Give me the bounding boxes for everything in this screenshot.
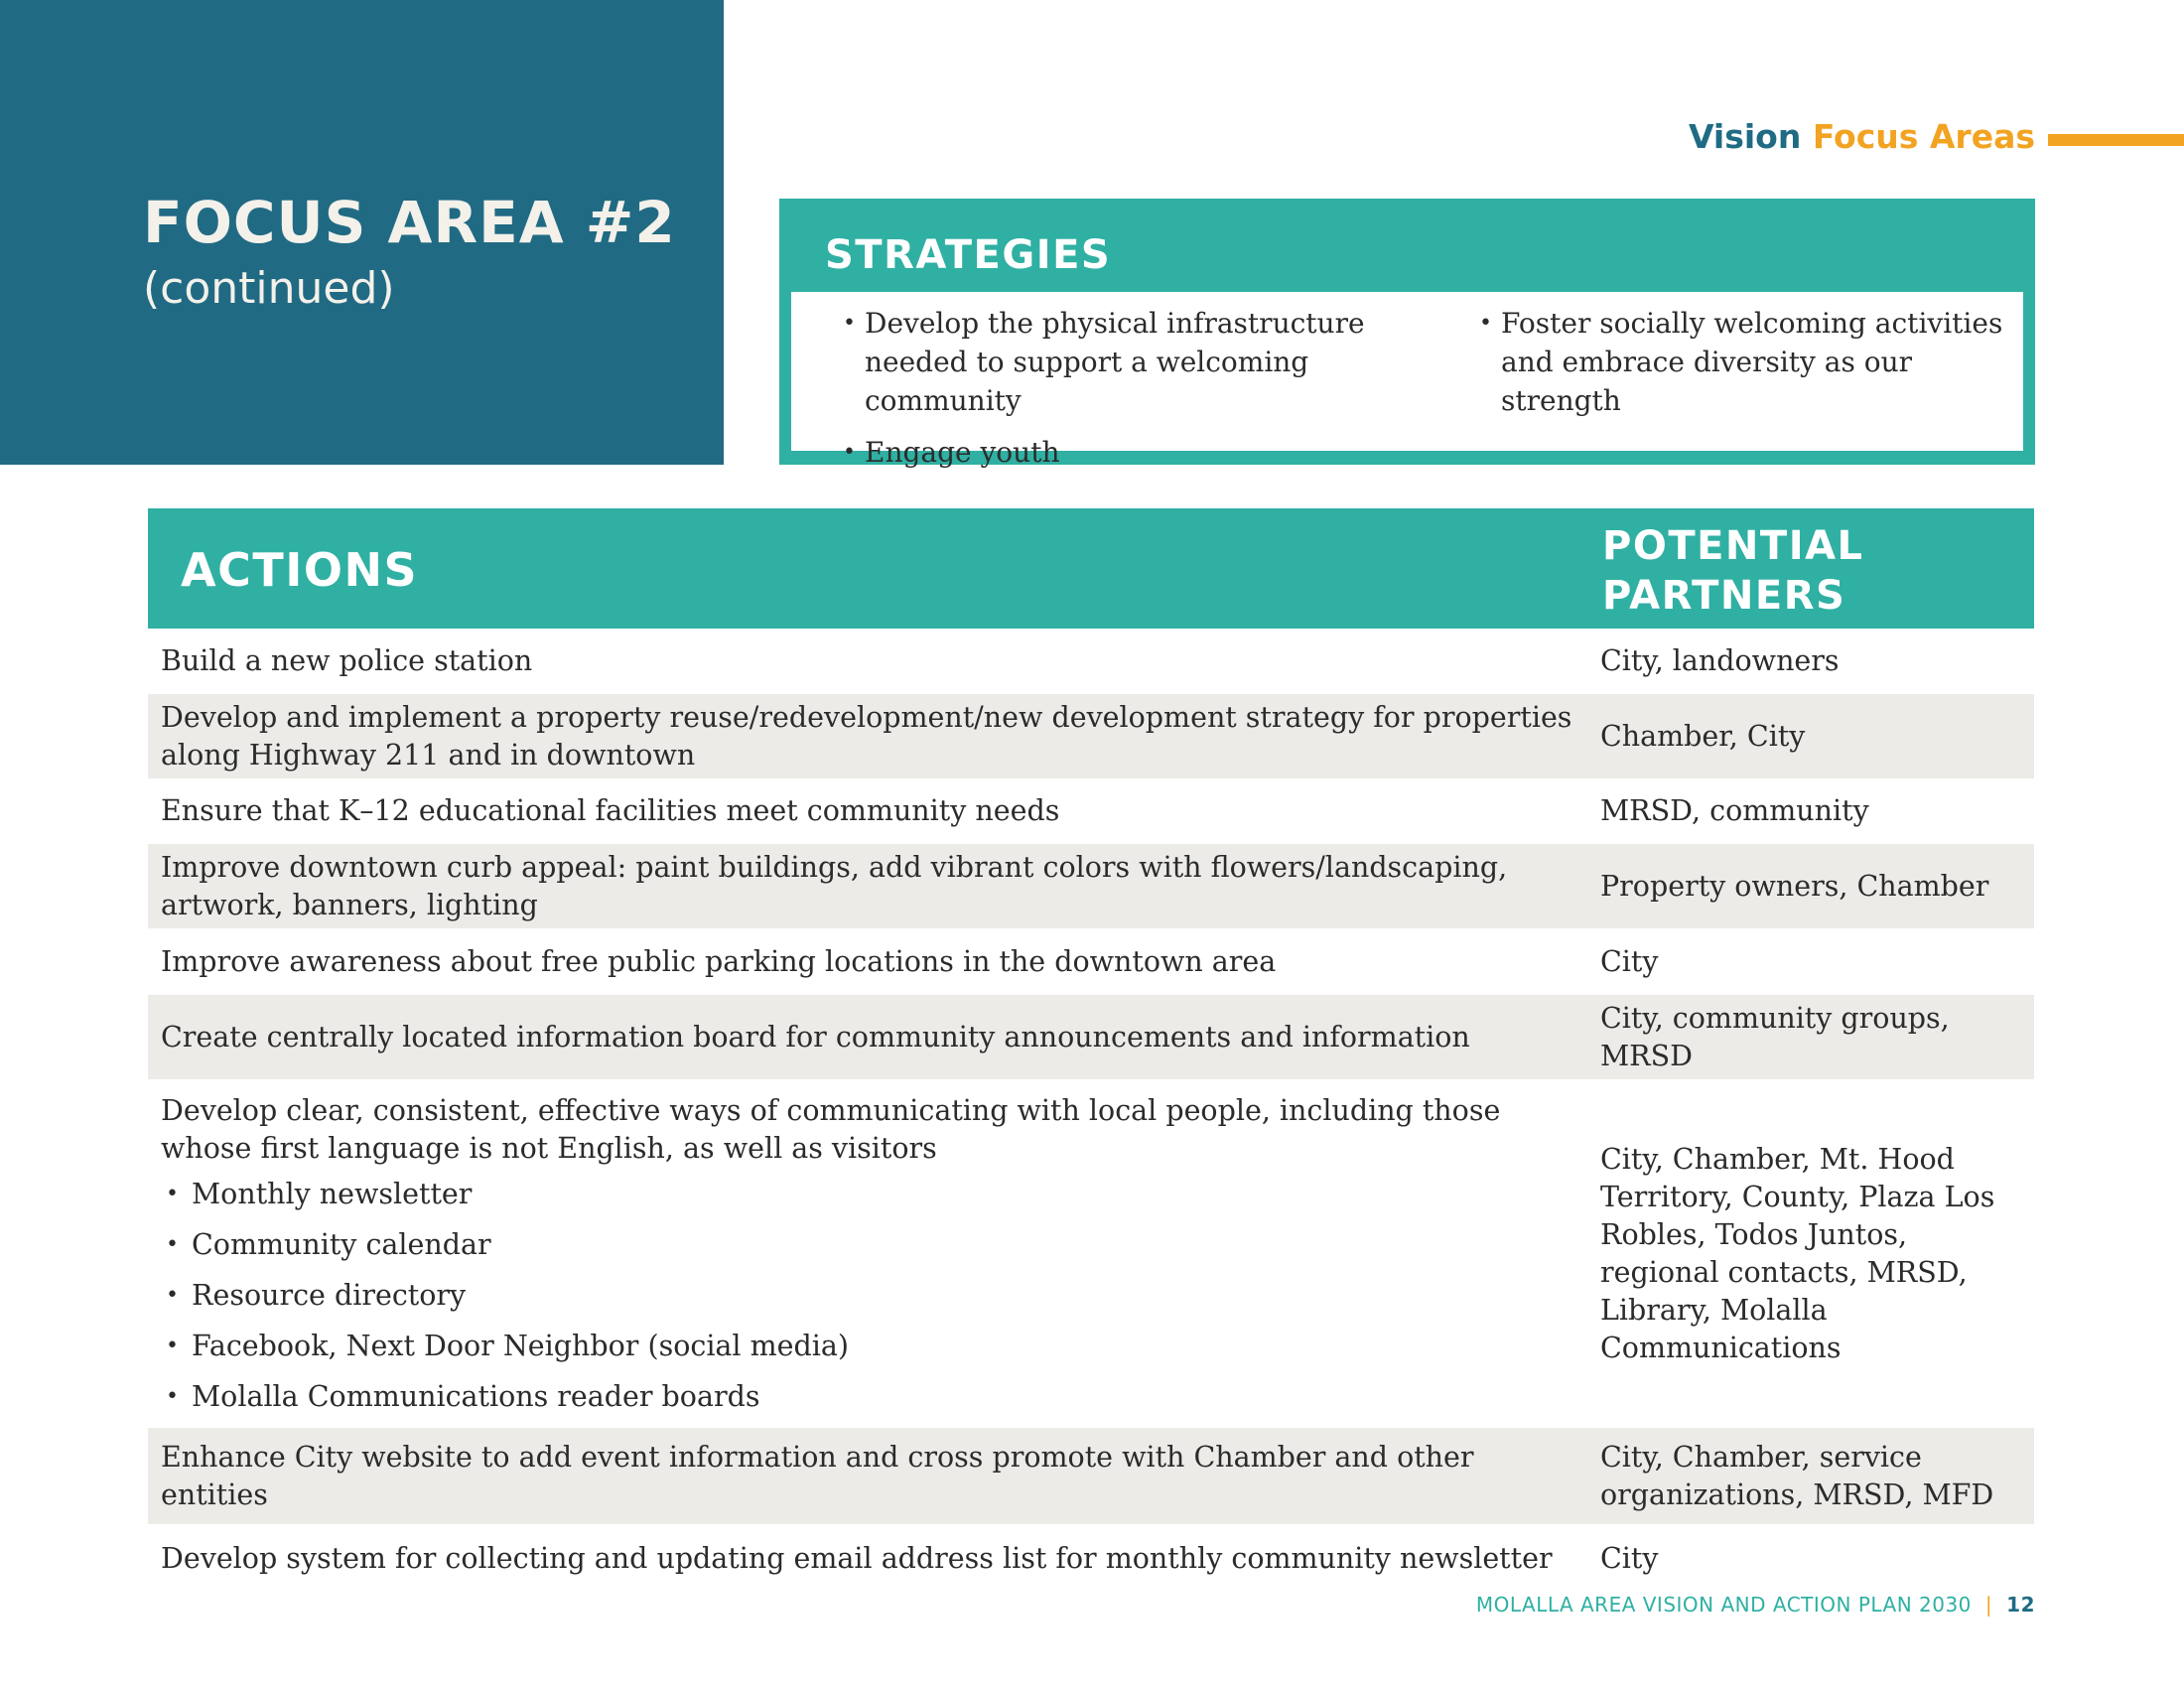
section-accent-bar — [2048, 134, 2184, 146]
table-row — [148, 694, 2034, 778]
partners-cell: Property owners, Chamber — [1600, 869, 1989, 903]
action-cell: Enhance City website to add event information and cross promote with Chamber and other entities — [161, 1440, 1474, 1511]
actions-table-header — [148, 508, 2034, 629]
table-row — [148, 629, 2034, 694]
action-cell: Build a new police station — [161, 644, 533, 677]
strategy-item: • Develop the physical infrastructure needed to support a welcoming community — [843, 304, 1438, 420]
footer-separator: | — [1984, 1593, 1993, 1617]
list-item: • Monthly newsletter — [161, 1176, 1578, 1213]
strategies-box — [779, 199, 2035, 469]
action-cell: Ensure that K–12 educational facilities meet community needs — [161, 794, 1060, 827]
section-label-vision: Vision — [1688, 117, 1802, 156]
strategies-title: STRATEGIES — [825, 232, 1112, 278]
list-item: • Community calendar — [161, 1226, 1578, 1264]
partners-cell: City — [1600, 1542, 1659, 1575]
partners-cell: City, Chamber, Mt. Hood Territory, County, Plaza Los Robles, Todos Juntos, regional contacts, MRSD, Library, Molalla Communications — [1600, 1142, 1995, 1364]
table-row — [148, 1524, 2034, 1594]
list-item: • Facebook, Next Door Neighbor (social media) — [161, 1328, 1578, 1365]
page-footer — [1476, 1593, 2035, 1617]
strategies-column-left — [843, 304, 1438, 485]
partners-cell: Chamber, City — [1600, 719, 1806, 753]
column-header-actions: ACTIONS — [181, 543, 419, 597]
list-item: • Resource directory — [161, 1277, 1578, 1315]
table-row — [148, 1079, 2034, 1428]
list-item: • Molalla Communications reader boards — [161, 1378, 1578, 1416]
partners-cell: MRSD, community — [1600, 794, 1869, 827]
column-header-partners — [1602, 521, 1864, 621]
action-cell — [148, 1092, 1590, 1416]
strategy-item: • Engage youth — [843, 433, 1438, 472]
action-text: Develop clear, consistent, effective ways of communicating with local people, including those whose first language is not English, as well as visitors — [161, 1093, 1501, 1165]
strategies-column-right — [1479, 304, 2005, 433]
partners-cell: City, community groups, MRSD — [1600, 1001, 1950, 1072]
page-subtitle: (continued) — [143, 263, 395, 314]
action-cell: Improve awareness about free public parking locations in the downtown area — [161, 944, 1277, 978]
page-title: FOCUS AREA #2 — [143, 189, 676, 256]
partners-cell: City — [1600, 944, 1659, 978]
column-header-partners-line1: POTENTIAL — [1602, 523, 1864, 569]
table-row — [148, 928, 2034, 995]
action-cell: Develop system for collecting and updating email address list for monthly community newsletter — [161, 1542, 1553, 1575]
table-row — [148, 778, 2034, 844]
column-header-partners-line2: PARTNERS — [1602, 573, 1846, 619]
section-label-focus-areas: Focus Areas — [1812, 117, 2035, 156]
strategies-body — [791, 292, 2023, 469]
focus-area-banner — [0, 0, 724, 465]
partners-cell: City, Chamber, service organizations, MRSD, MFD — [1600, 1440, 1994, 1511]
action-cell: Develop and implement a property reuse/redevelopment/new development strategy for properties along Highway 211 and in downtown — [161, 700, 1572, 772]
actions-table — [148, 508, 2034, 1594]
page-number: 12 — [2006, 1593, 2035, 1617]
footer-document-title: MOLALLA AREA VISION AND ACTION PLAN 2030 — [1475, 1593, 1972, 1617]
partners-cell: City, landowners — [1600, 644, 1840, 677]
table-row — [148, 995, 2034, 1079]
action-cell: Create centrally located information board for community announcements and information — [161, 1020, 1470, 1054]
table-row — [148, 844, 2034, 928]
action-cell: Improve downtown curb appeal: paint buildings, add vibrant colors with flowers/landscaping, artwork, banners, lighting — [161, 850, 1508, 921]
strategy-item: • Foster socially welcoming activities and embrace diversity as our strength — [1479, 304, 2005, 420]
table-row — [148, 1428, 2034, 1524]
action-sub-list — [161, 1176, 1578, 1416]
section-label — [1689, 117, 2035, 156]
